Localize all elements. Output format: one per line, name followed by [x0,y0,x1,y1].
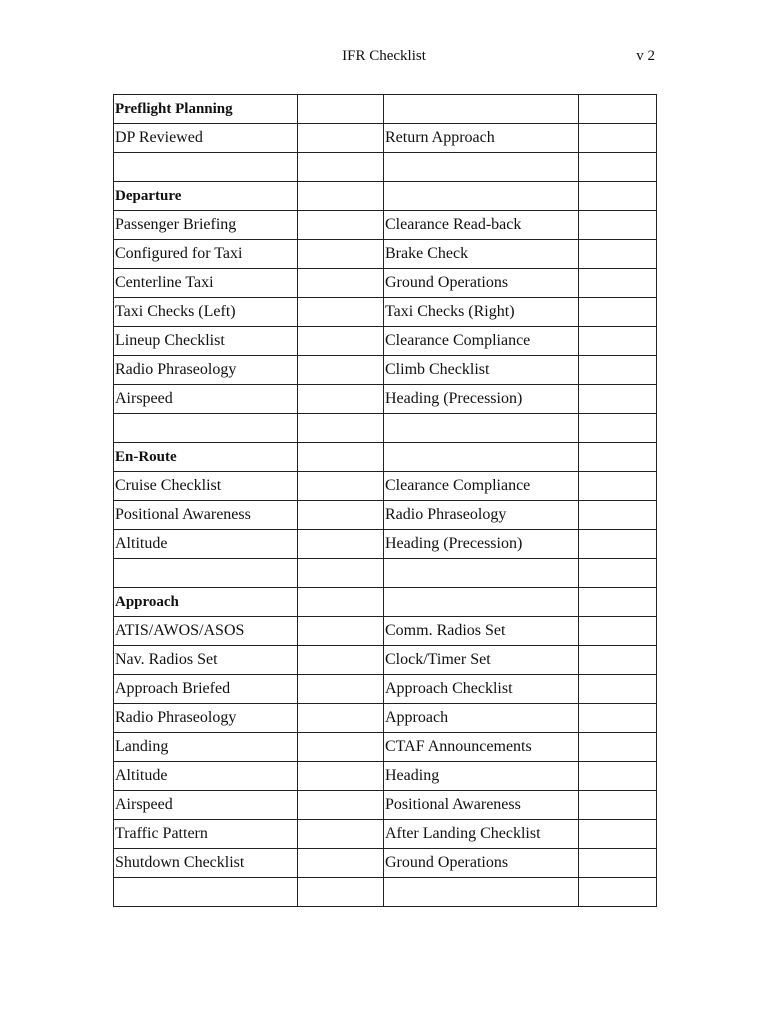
right-item-label [384,443,579,472]
left-check-cell [298,327,384,356]
left-check-cell [298,733,384,762]
version-label: v 2 [636,48,655,64]
left-item-label [114,559,298,588]
checklist-row [114,820,657,849]
right-item-label [384,414,579,443]
left-check-cell [298,849,384,878]
right-item-label: Clearance Compliance [384,327,579,356]
checklist-row [114,298,657,327]
right-check-cell [579,443,657,472]
checklist-row [114,501,657,530]
right-item-label: Approach [384,704,579,733]
checklist-row [114,327,657,356]
right-item-label: Heading (Precession) [384,385,579,414]
right-item-label [384,559,579,588]
checklist-row [114,762,657,791]
left-item-label: Altitude [114,530,298,559]
right-check-cell [579,327,657,356]
left-check-cell [298,617,384,646]
checklist-row [114,124,657,153]
blank-row [114,414,657,443]
blank-row [114,559,657,588]
right-check-cell [579,472,657,501]
right-item-label [384,878,579,907]
section-heading-row [114,95,657,124]
left-check-cell [298,762,384,791]
left-item-label: Configured for Taxi [114,240,298,269]
right-item-label: Climb Checklist [384,356,579,385]
left-item-label: Altitude [114,762,298,791]
right-check-cell [579,298,657,327]
right-item-label: Clearance Read-back [384,211,579,240]
right-check-cell [579,849,657,878]
left-check-cell [298,588,384,617]
right-item-label [384,588,579,617]
right-check-cell [579,762,657,791]
right-item-label: Heading [384,762,579,791]
checklist-row [114,356,657,385]
right-check-cell [579,95,657,124]
left-check-cell [298,675,384,704]
right-check-cell [579,791,657,820]
left-item-label: Radio Phraseology [114,704,298,733]
right-check-cell [579,240,657,269]
right-item-label: Positional Awareness [384,791,579,820]
right-check-cell [579,124,657,153]
right-check-cell [579,617,657,646]
left-check-cell [298,182,384,211]
left-check-cell [298,153,384,182]
left-check-cell [298,820,384,849]
checklist-row [114,617,657,646]
left-check-cell [298,559,384,588]
checklist-row [114,269,657,298]
right-check-cell [579,704,657,733]
left-item-label: ATIS/AWOS/ASOS [114,617,298,646]
section-heading: Approach [114,588,298,617]
right-item-label: Heading (Precession) [384,530,579,559]
left-item-label: Airspeed [114,385,298,414]
section-heading: Preflight Planning [114,95,298,124]
right-check-cell [579,820,657,849]
right-item-label: Brake Check [384,240,579,269]
right-check-cell [579,269,657,298]
left-check-cell [298,646,384,675]
right-check-cell [579,733,657,762]
right-item-label [384,153,579,182]
section-heading-row [114,443,657,472]
section-heading-row [114,182,657,211]
left-item-label: Lineup Checklist [114,327,298,356]
left-check-cell [298,530,384,559]
page-title: IFR Checklist [342,48,426,64]
left-item-label: Landing [114,733,298,762]
checklist-row [114,211,657,240]
left-check-cell [298,414,384,443]
right-item-label: Radio Phraseology [384,501,579,530]
left-check-cell [298,95,384,124]
left-item-label: Traffic Pattern [114,820,298,849]
left-check-cell [298,791,384,820]
right-check-cell [579,559,657,588]
right-check-cell [579,153,657,182]
left-item-label: Centerline Taxi [114,269,298,298]
left-item-label: Approach Briefed [114,675,298,704]
section-heading-row [114,588,657,617]
section-heading: Departure [114,182,298,211]
right-check-cell [579,878,657,907]
right-item-label: After Landing Checklist [384,820,579,849]
right-check-cell [579,501,657,530]
right-item-label: Clearance Compliance [384,472,579,501]
right-item-label: Ground Operations [384,849,579,878]
right-check-cell [579,356,657,385]
right-item-label: CTAF Announcements [384,733,579,762]
right-item-label: Clock/Timer Set [384,646,579,675]
left-item-label: Cruise Checklist [114,472,298,501]
left-item-label: Positional Awareness [114,501,298,530]
left-check-cell [298,124,384,153]
checklist-row [114,530,657,559]
blank-row [114,878,657,907]
right-check-cell [579,675,657,704]
left-check-cell [298,501,384,530]
right-item-label: Ground Operations [384,269,579,298]
left-item-label: Radio Phraseology [114,356,298,385]
left-check-cell [298,240,384,269]
left-item-label [114,414,298,443]
left-check-cell [298,269,384,298]
checklist-row [114,849,657,878]
right-check-cell [579,530,657,559]
left-check-cell [298,298,384,327]
right-item-label: Comm. Radios Set [384,617,579,646]
left-check-cell [298,704,384,733]
right-item-label [384,95,579,124]
checklist-row [114,385,657,414]
right-check-cell [579,385,657,414]
left-item-label [114,878,298,907]
checklist-row [114,240,657,269]
right-check-cell [579,588,657,617]
left-check-cell [298,385,384,414]
checklist-row [114,791,657,820]
left-item-label: Nav. Radios Set [114,646,298,675]
right-check-cell [579,182,657,211]
left-item-label [114,153,298,182]
right-check-cell [579,211,657,240]
right-item-label: Return Approach [384,124,579,153]
left-item-label: DP Reviewed [114,124,298,153]
checklist-row [114,675,657,704]
section-heading: En-Route [114,443,298,472]
right-item-label [384,182,579,211]
left-item-label: Shutdown Checklist [114,849,298,878]
right-item-label: Approach Checklist [384,675,579,704]
checklist-body [114,95,657,907]
checklist-table [113,94,657,907]
checklist-row [114,646,657,675]
checklist-row [114,733,657,762]
right-item-label: Taxi Checks (Right) [384,298,579,327]
left-check-cell [298,878,384,907]
blank-row [114,153,657,182]
right-check-cell [579,414,657,443]
left-check-cell [298,356,384,385]
checklist-row [114,472,657,501]
right-check-cell [579,646,657,675]
left-check-cell [298,472,384,501]
checklist-row [114,704,657,733]
left-item-label: Airspeed [114,791,298,820]
left-check-cell [298,443,384,472]
left-item-label: Passenger Briefing [114,211,298,240]
left-check-cell [298,211,384,240]
left-item-label: Taxi Checks (Left) [114,298,298,327]
